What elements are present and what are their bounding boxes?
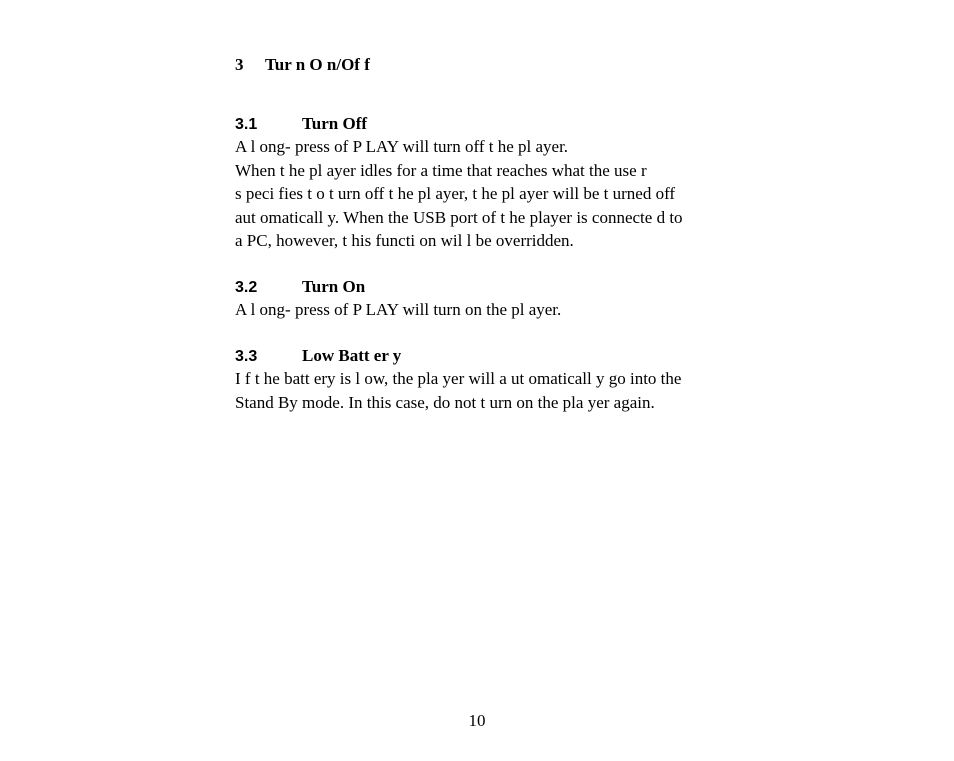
section-number: 3.2	[235, 279, 258, 296]
section-title: Turn Off	[302, 114, 368, 133]
paragraph-line: A l ong- press of P LAY will turn off t he pl ayer.	[235, 137, 569, 156]
paragraph-line: s peci fies t o t urn off t he pl ayer, t he pl ayer will be t urned off	[235, 184, 676, 203]
section-heading	[235, 276, 755, 298]
section-number: 3.1	[235, 116, 258, 133]
section-number: 3.3	[235, 348, 258, 365]
section-turn-off	[235, 113, 755, 253]
chapter-number: 3	[235, 55, 244, 74]
section-low-battery	[235, 345, 755, 414]
paragraph-line: A l ong- press of P LAY will turn on the pl ayer.	[235, 300, 562, 319]
section-heading	[235, 113, 755, 135]
section-heading	[235, 345, 755, 367]
section-title: Low Batt er y	[302, 346, 402, 365]
chapter-heading	[235, 55, 370, 75]
section-turn-on	[235, 276, 755, 322]
paragraph-line: aut omaticall y. When the USB port of t he player is connecte d to	[235, 207, 683, 227]
paragraph-line: When t he pl ayer idles for a time that reaches what the use r	[235, 160, 647, 180]
paragraph-line: Stand By mode. In this case, do not t urn on the pla yer again.	[235, 392, 655, 412]
section-title: Turn On	[302, 277, 366, 296]
chapter-title: Tur n O n/Of f	[265, 55, 370, 74]
paragraph-line: I f t he batt ery is l ow, the pla yer will a ut omaticall y go into the	[235, 369, 682, 388]
paragraph-line: a PC, however, t his functi on wil l be overridden.	[235, 231, 574, 250]
page-number: 10	[468, 711, 486, 730]
